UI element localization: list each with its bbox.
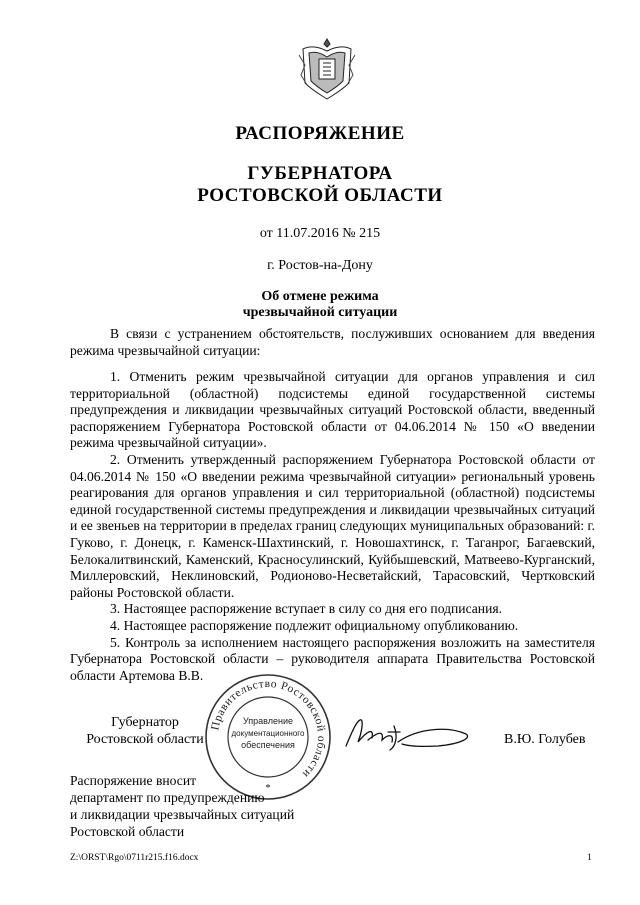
signer-title-line2: Ростовской области [86, 732, 204, 747]
submitted-by-line3: и ликвидации чрезвычайных ситуаций [70, 807, 295, 822]
decree-item-1: 1. Отменить режим чрезвычайной ситуации для органов управления и сил территориальной (областной) подсистемы единой государственной системы предупреждения и ликвидации чрезвычайных ситуаций Ростовской области, введенный распоряжением Губернатора Ростовской области от 04.06.2014 № 150 «О введении режима чрезвычайной ситуации». [70, 369, 595, 451]
submitted-by-line4: Ростовской области [70, 824, 185, 839]
decree-item-4: 4. Настоящее распоряжение подлежит официальному опубликованию. [110, 617, 519, 633]
submitted-by [70, 772, 294, 840]
submitted-by-line1: Распоряжение вносит [70, 773, 197, 788]
stamp-star: * [265, 782, 271, 794]
signer-title-line1: Губернатор [111, 715, 179, 730]
stamp-ring-text: Правительство Ростовской области [209, 677, 328, 781]
page-number: 1 [587, 853, 592, 863]
preamble [70, 326, 595, 359]
stamp-inner-line2: документационного [231, 729, 305, 738]
decree-item-3: 3. Настоящее распоряжение вступает в силу со дня его подписания. [110, 601, 503, 617]
signer-title [70, 714, 220, 748]
document-city: г. Ростов-на-Дону [267, 258, 373, 273]
stamp-inner-line1: Управление [242, 716, 294, 726]
signer-name: В.Ю. Голубев [504, 732, 586, 747]
document-date-number: от 11.07.2016 № 215 [259, 226, 381, 241]
stamp-inner-line3: обеспечения [241, 740, 295, 750]
decree-items [70, 369, 595, 684]
preamble-text: В связи с устранением обстоятельств, послуживших основанием для введения режима чрезвычайной ситуации: [70, 326, 595, 358]
footer-file-path: Z:\ORST\Rgo\0711r215.f16.docx [70, 853, 199, 863]
issuer-heading-line1: ГУБЕРНАТОРА [247, 163, 393, 184]
decree-item-5: 5. Контроль за исполнением настоящего распоряжения возложить на заместителя Губернатора Ростовской области – руководителя аппарата Правительства Ростовской области Артемова В.В. [70, 634, 595, 683]
subject-line2: чрезвычайной ситуации [242, 305, 398, 320]
decree-item-2: 2. Отменить утвержденный распоряжением Губернатора Ростовской области от 04.06.2014 № 150 «О введении режима чрезвычайной ситуации» региональный уровень реагирования для органов управления и сил территориальной (областной) подсистемы единой государственной системы предупреждения и ликвидации чрезвычайных ситуаций и ее звеньев на территории в пределах границ следующих муниципальных образований: г. Гуково, г. Донецк, г. Каменск-Шахтинский, г. Новошахтинск, г. Таганрог, Багаевский, Белокалитвинский, Каменский, Красносулинский, Куйбышевский, Матвеево-Курганский, Миллеровский, Неклиновский, Родионово-Несветайский, Тарасовский, Чертковский районы Ростовской области. [70, 451, 595, 600]
submitted-by-line2: департамент по предупреждению [70, 790, 265, 805]
document-type-heading: РАСПОРЯЖЕНИЕ [235, 123, 405, 144]
handwritten-signature [338, 712, 478, 754]
issuer-heading-line2: РОСТОВСКОЙ ОБЛАСТИ [197, 185, 443, 206]
coat-of-arms-icon [295, 35, 359, 103]
subject-line1: Об отмене режима [261, 289, 379, 304]
